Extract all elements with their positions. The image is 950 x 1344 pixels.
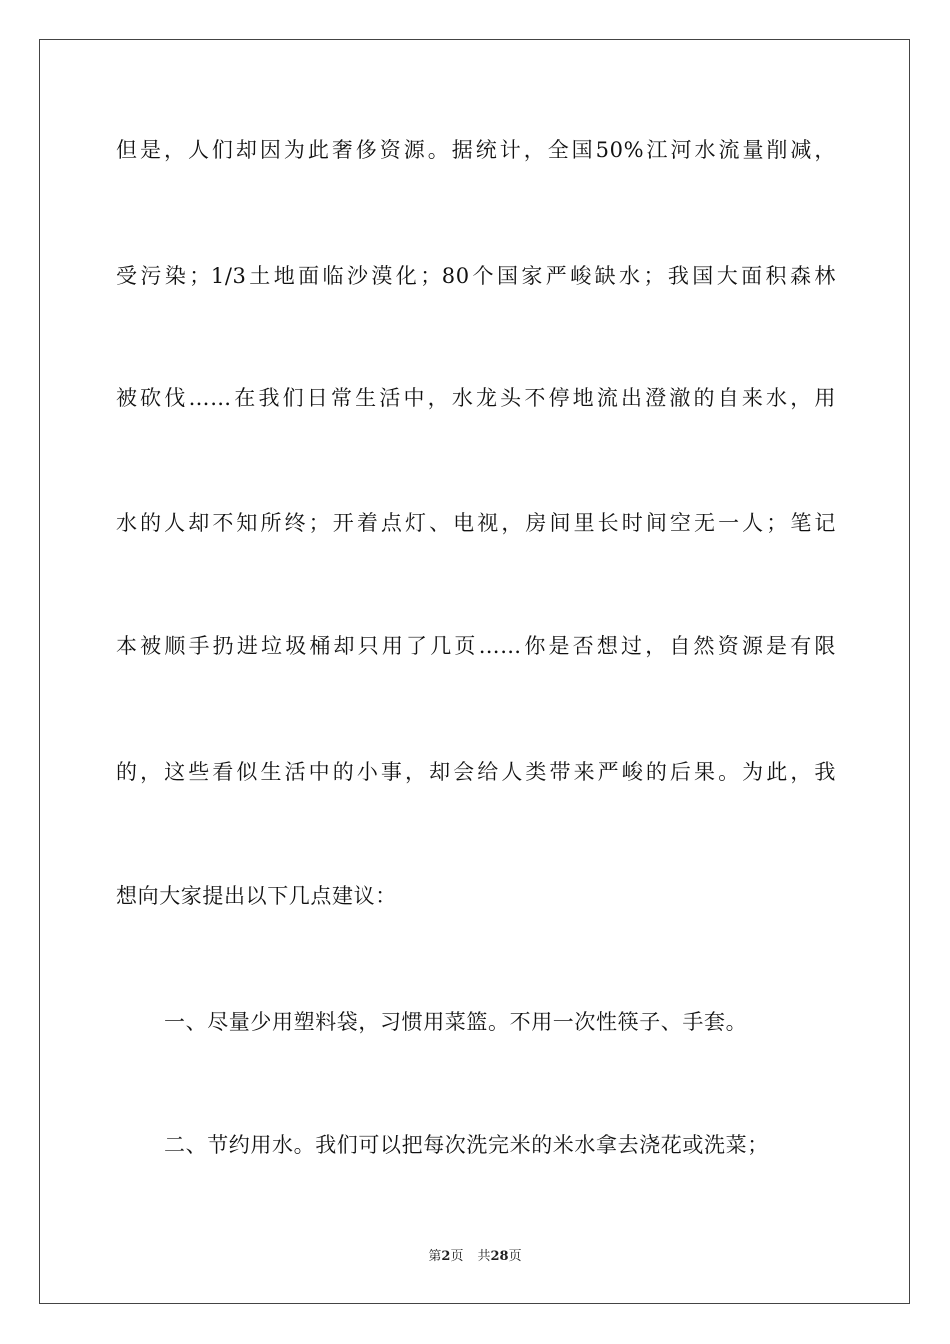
body-line-2: 受污染；1/3土地面临沙漠化；80个国家严峻缺水；我国大面积森林: [116, 264, 836, 288]
suggestion-1: 一、尽量少用塑料袋，习惯用菜篮。不用一次性筷子、手套。: [164, 1010, 748, 1034]
body-line-7: 想向大家提出以下几点建议：: [116, 884, 397, 908]
suggestion-2: 二、节约用水。我们可以把每次洗完米的米水拿去浇花或洗菜；: [164, 1133, 769, 1157]
page-label-suffix: 页: [450, 1249, 464, 1264]
total-label-suffix: 页: [508, 1249, 522, 1264]
page-label-prefix: 第: [428, 1249, 442, 1264]
page-border: [39, 39, 910, 1304]
body-line-1: 但是，人们却因为此奢侈资源。据统计，全国50%江河水流量削减，: [116, 138, 836, 162]
body-line-5: 本被顺手扔进垃圾桶却只用了几页……你是否想过，自然资源是有限: [116, 634, 836, 658]
page-footer: [0, 1248, 950, 1266]
body-line-3: 被砍伐……在我们日常生活中，水龙头不停地流出澄澈的自来水，用: [116, 386, 836, 410]
total-label-prefix: 共: [477, 1249, 491, 1264]
current-page-number: 2: [441, 1249, 451, 1264]
total-page-count: 28: [490, 1249, 509, 1264]
body-line-4: 水的人却不知所终；开着点灯、电视，房间里长时间空无一人；笔记: [116, 511, 836, 535]
body-line-6: 的，这些看似生活中的小事，却会给人类带来严峻的后果。为此，我: [116, 760, 836, 784]
